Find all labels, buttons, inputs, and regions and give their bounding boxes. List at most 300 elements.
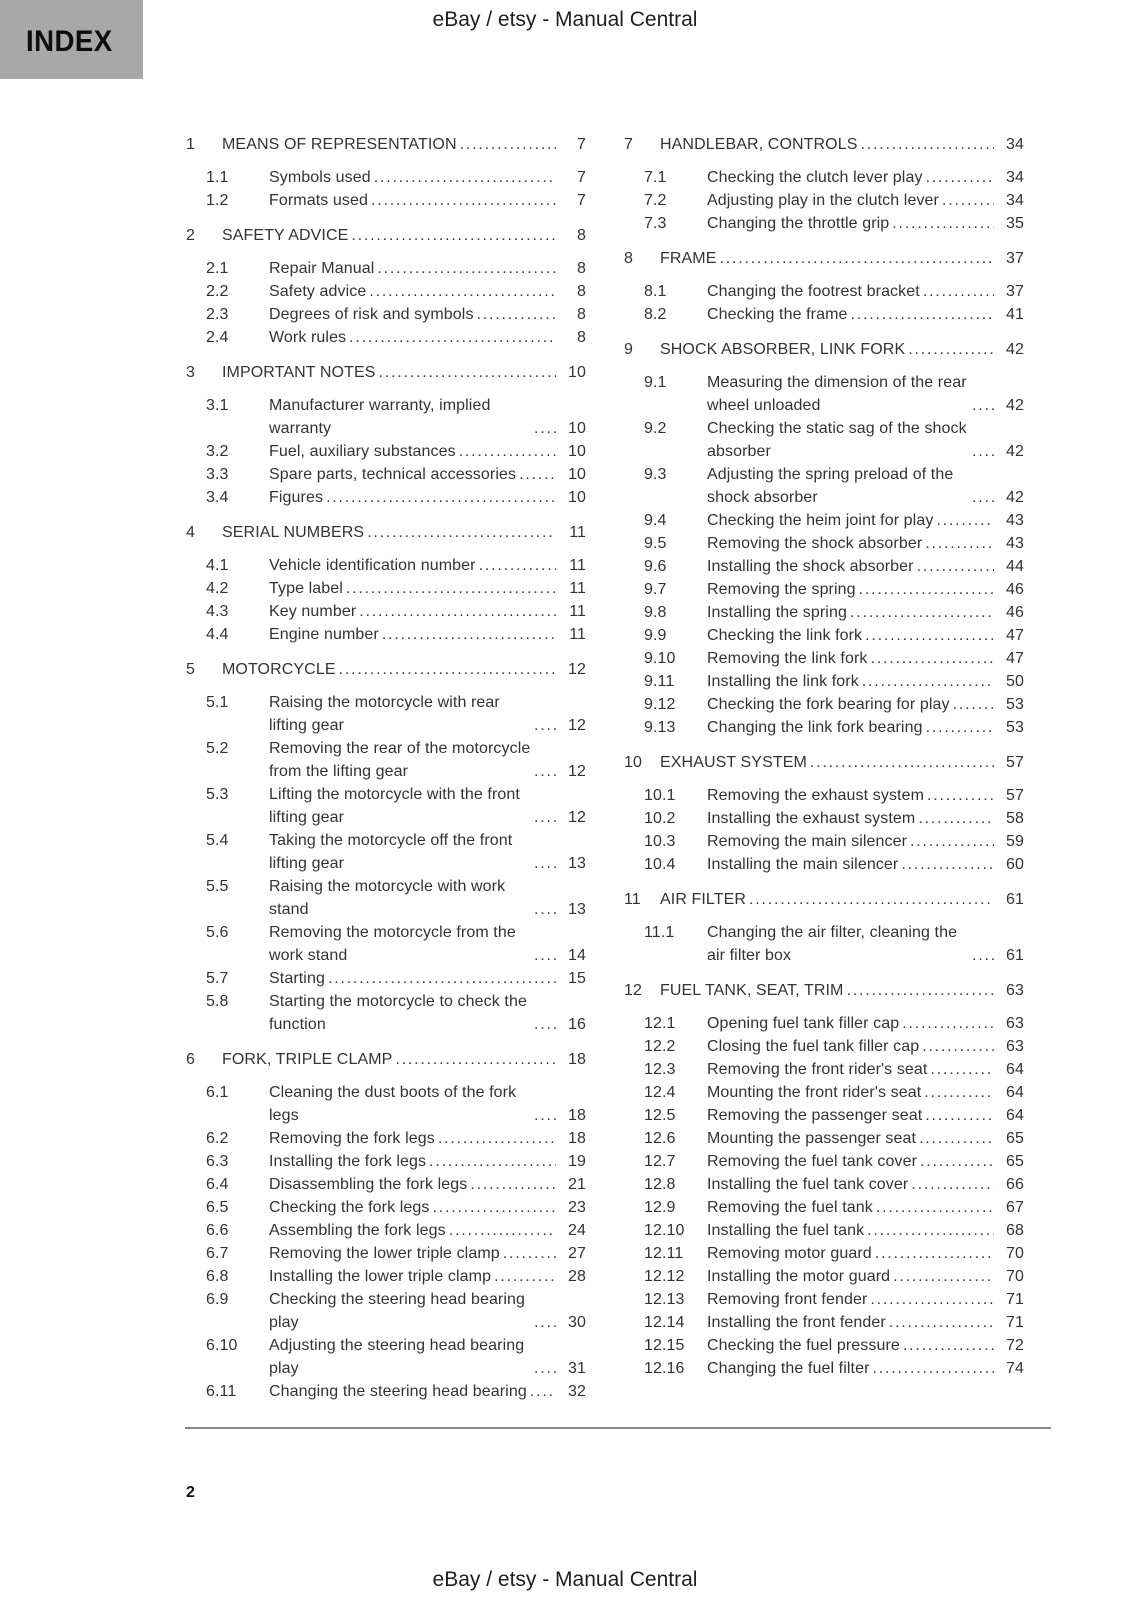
dot-leader — [917, 555, 994, 578]
dot-leader — [923, 280, 994, 303]
toc-section — [206, 875, 586, 921]
toc-section — [644, 1311, 1024, 1334]
entry-number: 3.1 — [206, 397, 229, 414]
entry-number: 12.6 — [644, 1130, 676, 1147]
entry-page: 63 — [1006, 982, 1024, 999]
toc-section — [206, 990, 586, 1036]
entry-page: 64 — [1006, 1061, 1024, 1078]
entry-number: 9.2 — [644, 420, 667, 437]
dot-leader — [889, 1311, 994, 1334]
toc-chapter — [186, 1048, 586, 1071]
entry-title: Removing the passenger seat — [707, 1107, 923, 1124]
entry-title: Symbols used — [269, 169, 371, 186]
entry-number: 6.2 — [206, 1130, 229, 1147]
entry-title: Engine number — [269, 626, 379, 643]
entry-title: Mounting the front rider's seat — [707, 1084, 922, 1101]
entry-number: 8.2 — [644, 306, 667, 323]
toc-chapter-block — [186, 658, 586, 1036]
entry-title: Removing the rear of the motorcycle from the lifting gear — [269, 740, 531, 780]
toc-chapter-block — [624, 888, 1024, 967]
dot-leader — [534, 1311, 556, 1334]
dot-leader — [859, 578, 994, 601]
dot-leader — [749, 888, 994, 911]
entry-page: 18 — [568, 1051, 586, 1068]
toc-section — [206, 326, 586, 349]
entry-title: Key number — [269, 603, 357, 620]
dot-leader — [530, 1380, 556, 1403]
entry-title: Mounting the passenger seat — [707, 1130, 917, 1147]
entry-title: FORK, TRIPLE CLAMP — [222, 1051, 393, 1068]
entry-page: 74 — [1006, 1360, 1024, 1377]
toc-section — [206, 829, 586, 875]
entry-number: 12.12 — [644, 1268, 685, 1285]
entry-number: 9.5 — [644, 535, 667, 552]
toc-section — [644, 1196, 1024, 1219]
toc-section — [644, 1035, 1024, 1058]
toc-section — [206, 1150, 586, 1173]
toc-section — [206, 1334, 586, 1380]
toc-section — [644, 555, 1024, 578]
entry-title: Vehicle identification number — [269, 557, 476, 574]
entry-number: 9.9 — [644, 627, 667, 644]
toc-section — [644, 601, 1024, 624]
toc-section — [644, 624, 1024, 647]
entry-number: 2 — [186, 227, 195, 244]
dot-leader — [460, 133, 556, 156]
toc-section — [644, 1265, 1024, 1288]
toc-section — [644, 417, 1024, 463]
entry-title: Removing the fuel tank cover — [707, 1153, 918, 1170]
toc-chapter — [186, 521, 586, 544]
entry-page: 32 — [568, 1383, 586, 1400]
toc-section — [644, 1334, 1024, 1357]
toc-chapter-block — [624, 247, 1024, 326]
entry-number: 6.7 — [206, 1245, 229, 1262]
entry-number: 4.2 — [206, 580, 229, 597]
entry-number: 1 — [186, 136, 195, 153]
dot-leader — [470, 1173, 556, 1196]
entry-number: 4 — [186, 524, 195, 541]
entry-page: 46 — [1006, 604, 1024, 621]
entry-number: 9 — [624, 341, 633, 358]
entry-page: 57 — [1006, 787, 1024, 804]
entry-number: 3.3 — [206, 466, 229, 483]
entry-number: 5.6 — [206, 924, 229, 941]
entry-title: Degrees of risk and symbols — [269, 306, 474, 323]
dot-leader — [930, 1058, 994, 1081]
toc-chapter — [624, 888, 1024, 911]
entry-page: 8 — [577, 260, 586, 277]
entry-title: Repair Manual — [269, 260, 375, 277]
entry-title: Removing the shock absorber — [707, 535, 923, 552]
entry-page: 66 — [1006, 1176, 1024, 1193]
dot-leader — [862, 670, 994, 693]
dot-leader — [927, 784, 994, 807]
dot-leader — [494, 1265, 556, 1288]
toc-chapter — [186, 224, 586, 247]
footer-divider — [185, 1427, 1051, 1429]
toc-section — [206, 1196, 586, 1219]
dot-leader — [449, 1219, 556, 1242]
toc-section — [644, 463, 1024, 509]
entry-page: 8 — [577, 329, 586, 346]
toc-section — [206, 166, 586, 189]
toc-section — [206, 737, 586, 783]
entry-number: 5.7 — [206, 970, 229, 987]
toc-section — [644, 1173, 1024, 1196]
entry-number: 12.5 — [644, 1107, 676, 1124]
entry-number: 4.4 — [206, 626, 229, 643]
toc-section — [206, 257, 586, 280]
dot-leader — [395, 1048, 556, 1071]
dot-leader — [846, 979, 994, 1002]
dot-leader — [459, 440, 556, 463]
entry-page: 15 — [568, 970, 586, 987]
dot-leader — [382, 623, 556, 646]
dot-leader — [534, 898, 556, 921]
toc-chapter — [624, 338, 1024, 361]
entry-title: Removing the fork legs — [269, 1130, 435, 1147]
toc-section — [206, 1219, 586, 1242]
entry-page: 50 — [1006, 673, 1024, 690]
entry-page: 34 — [1006, 192, 1024, 209]
dot-leader — [369, 280, 556, 303]
dot-leader — [438, 1127, 556, 1150]
entry-page: 70 — [1006, 1245, 1024, 1262]
entry-title: Removing the spring — [707, 581, 856, 598]
dot-leader — [870, 1288, 994, 1311]
dot-leader — [901, 853, 994, 876]
entry-page: 58 — [1006, 810, 1024, 827]
entry-title: Removing the main silencer — [707, 833, 908, 850]
dot-leader — [519, 463, 556, 486]
dot-leader — [873, 1357, 994, 1380]
entry-page: 12 — [568, 717, 586, 734]
dot-leader — [367, 521, 556, 544]
entry-page: 61 — [1006, 947, 1024, 964]
toc-chapter — [624, 751, 1024, 774]
entry-page: 7 — [577, 169, 586, 186]
footer-title: eBay / etsy - Manual Central — [432, 1568, 698, 1591]
entry-page: 28 — [568, 1268, 586, 1285]
dot-leader — [922, 1035, 994, 1058]
entry-page: 37 — [1006, 283, 1024, 300]
entry-number: 10.3 — [644, 833, 676, 850]
dot-leader — [534, 714, 556, 737]
dot-leader — [903, 1334, 994, 1357]
entry-title: Figures — [269, 489, 324, 506]
entry-title: Opening fuel tank filler cap — [707, 1015, 900, 1032]
dot-leader — [477, 303, 556, 326]
entry-page: 72 — [1006, 1337, 1024, 1354]
entry-page: 59 — [1006, 833, 1024, 850]
toc-section — [206, 554, 586, 577]
entry-page: 64 — [1006, 1084, 1024, 1101]
toc-section — [644, 1127, 1024, 1150]
entry-number: 12.1 — [644, 1015, 676, 1032]
toc-chapter — [186, 658, 586, 681]
entry-number: 12.13 — [644, 1291, 685, 1308]
entry-page: 11 — [569, 626, 586, 643]
dot-leader — [875, 1242, 994, 1265]
entry-title: Changing the air filter, cleaning the air filter box — [707, 924, 958, 964]
dot-leader — [534, 1013, 556, 1036]
entry-number: 10.1 — [644, 787, 676, 804]
entry-number: 10 — [624, 754, 642, 771]
toc-section — [206, 921, 586, 967]
entry-title: AIR FILTER — [660, 891, 747, 908]
dot-leader — [326, 486, 556, 509]
entry-page: 21 — [568, 1176, 586, 1193]
entry-title: Checking the steering head bearing play — [269, 1291, 526, 1331]
entry-page: 67 — [1006, 1199, 1024, 1216]
entry-number: 3 — [186, 364, 195, 381]
dot-leader — [867, 1219, 994, 1242]
entry-title: Checking the fuel pressure — [707, 1337, 900, 1354]
entry-title: Checking the clutch lever play — [707, 169, 923, 186]
entry-page: 43 — [1006, 535, 1024, 552]
entry-number: 9.6 — [644, 558, 667, 575]
entry-number: 12.9 — [644, 1199, 676, 1216]
entry-page: 43 — [1006, 512, 1024, 529]
entry-page: 18 — [568, 1130, 586, 1147]
toc-section — [644, 853, 1024, 876]
toc-section — [206, 1127, 586, 1150]
entry-page: 12 — [568, 763, 586, 780]
entry-page: 53 — [1006, 696, 1024, 713]
toc-section — [206, 1288, 586, 1334]
dot-leader — [892, 212, 994, 235]
dot-leader — [953, 693, 994, 716]
entry-title: EXHAUST SYSTEM — [660, 754, 807, 771]
toc-section — [644, 830, 1024, 853]
entry-title: Adjusting the steering head bearing play — [269, 1337, 525, 1377]
entry-title: Checking the fork legs — [269, 1199, 430, 1216]
entry-page: 16 — [568, 1016, 586, 1033]
entry-number: 6.9 — [206, 1291, 229, 1308]
toc-section — [644, 578, 1024, 601]
toc-section — [206, 463, 586, 486]
entry-number: 7.3 — [644, 215, 667, 232]
dot-leader — [374, 166, 556, 189]
toc-section — [206, 1265, 586, 1288]
entry-page: 24 — [568, 1222, 586, 1239]
toc-chapter-block — [186, 1048, 586, 1403]
dot-leader — [919, 1127, 994, 1150]
entry-page: 8 — [577, 283, 586, 300]
toc-chapter-block — [624, 979, 1024, 1380]
toc-chapter-block — [624, 751, 1024, 876]
entry-page: 27 — [568, 1245, 586, 1262]
entry-page: 47 — [1006, 627, 1024, 644]
entry-title: Assembling the fork legs — [269, 1222, 446, 1239]
entry-number: 9.7 — [644, 581, 667, 598]
entry-page: 71 — [1006, 1291, 1024, 1308]
toc-section — [206, 783, 586, 829]
toc-section — [644, 1104, 1024, 1127]
toc-section — [644, 647, 1024, 670]
entry-page: 8 — [577, 227, 586, 244]
entry-number: 5.2 — [206, 740, 229, 757]
entry-number: 9.4 — [644, 512, 667, 529]
entry-title: FRAME — [660, 250, 717, 267]
toc-section — [644, 807, 1024, 830]
toc-chapter — [624, 133, 1024, 156]
entry-number: 12.14 — [644, 1314, 685, 1331]
entry-title: Cleaning the dust boots of the fork legs — [269, 1084, 517, 1124]
dot-leader — [328, 967, 556, 990]
dot-leader — [534, 760, 556, 783]
entry-number: 5.8 — [206, 993, 229, 1010]
toc-section — [644, 1058, 1024, 1081]
entry-page: 42 — [1006, 489, 1024, 506]
entry-number: 3.4 — [206, 489, 229, 506]
entry-page: 10 — [568, 443, 586, 460]
toc-chapter-block — [186, 224, 586, 349]
toc-section — [644, 1150, 1024, 1173]
entry-page: 11 — [569, 524, 586, 541]
toc-chapter — [186, 361, 586, 384]
toc-chapter-block — [186, 521, 586, 646]
entry-page: 61 — [1006, 891, 1024, 908]
dot-leader — [911, 1173, 994, 1196]
dot-leader — [349, 326, 556, 349]
entry-title: Removing the front rider's seat — [707, 1061, 928, 1078]
entry-number: 11.1 — [644, 924, 675, 941]
toc-chapter — [624, 979, 1024, 1002]
entry-number: 4.3 — [206, 603, 229, 620]
dot-leader — [924, 1081, 994, 1104]
entry-page: 19 — [568, 1153, 586, 1170]
toc — [186, 133, 1026, 1403]
toc-chapter-block — [624, 133, 1024, 235]
toc-section — [644, 509, 1024, 532]
dot-leader — [720, 247, 995, 270]
entry-number: 4.1 — [206, 557, 229, 574]
toc-chapter-block — [186, 133, 586, 212]
dot-leader — [972, 440, 994, 463]
entry-number: 11 — [624, 891, 641, 908]
entry-title: Adjusting the spring preload of the shock absorber — [707, 466, 954, 506]
entry-page: 53 — [1006, 719, 1024, 736]
dot-leader — [534, 944, 556, 967]
toc-section — [644, 693, 1024, 716]
dot-leader — [942, 189, 994, 212]
entry-title: Raising the motorcycle with work stand — [269, 878, 506, 918]
entry-number: 12.7 — [644, 1153, 676, 1170]
dot-leader — [377, 257, 556, 280]
entry-page: 70 — [1006, 1268, 1024, 1285]
entry-title: Measuring the dimension of the rear wheel unloaded — [707, 374, 967, 414]
entry-page: 63 — [1006, 1015, 1024, 1032]
toc-section — [644, 371, 1024, 417]
dot-leader — [346, 577, 556, 600]
dot-leader — [876, 1196, 994, 1219]
toc-section — [644, 670, 1024, 693]
dot-leader — [920, 1150, 994, 1173]
entry-number: 2.1 — [206, 260, 229, 277]
entry-page: 18 — [568, 1107, 586, 1124]
entry-number: 6.6 — [206, 1222, 229, 1239]
dot-leader — [810, 751, 994, 774]
dot-leader — [925, 532, 994, 555]
entry-number: 5.5 — [206, 878, 229, 895]
dot-leader — [534, 1104, 556, 1127]
entry-number: 9.11 — [644, 673, 675, 690]
entry-title: Checking the static sag of the shock absorber — [707, 420, 967, 460]
entry-number: 6.1 — [206, 1084, 229, 1101]
toc-section — [644, 921, 1024, 967]
toc-section — [644, 1357, 1024, 1380]
dot-leader — [865, 624, 994, 647]
toc-section — [644, 189, 1024, 212]
dot-leader — [850, 601, 994, 624]
entry-page: 64 — [1006, 1107, 1024, 1124]
entry-page: 31 — [568, 1360, 586, 1377]
toc-section — [644, 1081, 1024, 1104]
entry-number: 10.4 — [644, 856, 676, 873]
entry-number: 9.12 — [644, 696, 676, 713]
dot-leader — [534, 852, 556, 875]
entry-number: 12.3 — [644, 1061, 676, 1078]
toc-section — [206, 303, 586, 326]
entry-page: 41 — [1006, 306, 1024, 323]
entry-number: 7.1 — [644, 169, 667, 186]
entry-number: 6.3 — [206, 1153, 229, 1170]
entry-number: 1.1 — [206, 169, 229, 186]
toc-chapter-block — [186, 361, 586, 509]
toc-section — [206, 1173, 586, 1196]
toc-section — [644, 166, 1024, 189]
entry-number: 6.11 — [206, 1383, 237, 1400]
entry-page: 23 — [568, 1199, 586, 1216]
toc-section — [644, 212, 1024, 235]
entry-title: Changing the throttle grip — [707, 215, 890, 232]
toc-section — [206, 440, 586, 463]
dot-leader — [851, 303, 994, 326]
dot-leader — [433, 1196, 556, 1219]
entry-title: Taking the motorcycle off the front lifting gear — [269, 832, 513, 872]
toc-section — [206, 577, 586, 600]
dot-leader — [918, 807, 994, 830]
entry-number: 12.2 — [644, 1038, 676, 1055]
entry-title: Spare parts, technical accessories — [269, 466, 517, 483]
entry-title: Installing the spring — [707, 604, 847, 621]
entry-title: Starting — [269, 970, 325, 987]
dot-leader — [926, 716, 994, 739]
entry-page: 11 — [569, 557, 586, 574]
entry-number: 5 — [186, 661, 195, 678]
entry-number: 8 — [624, 250, 633, 267]
entry-page: 42 — [1006, 443, 1024, 460]
entry-title: Lifting the motorcycle with the front lifting gear — [269, 786, 520, 826]
entry-page: 42 — [1006, 397, 1024, 414]
entry-page: 60 — [1006, 856, 1024, 873]
toc-chapter — [624, 247, 1024, 270]
dot-leader — [351, 224, 556, 247]
entry-number: 12.11 — [644, 1245, 684, 1262]
entry-page: 12 — [568, 661, 586, 678]
toc-section — [206, 623, 586, 646]
entry-title: Adjusting play in the clutch lever — [707, 192, 939, 209]
entry-title: Type label — [269, 580, 343, 597]
entry-page: 57 — [1006, 754, 1024, 771]
entry-page: 42 — [1006, 341, 1024, 358]
entry-page: 8 — [577, 306, 586, 323]
entry-number: 1.2 — [206, 192, 229, 209]
entry-number: 6 — [186, 1051, 195, 1068]
dot-leader — [972, 486, 994, 509]
